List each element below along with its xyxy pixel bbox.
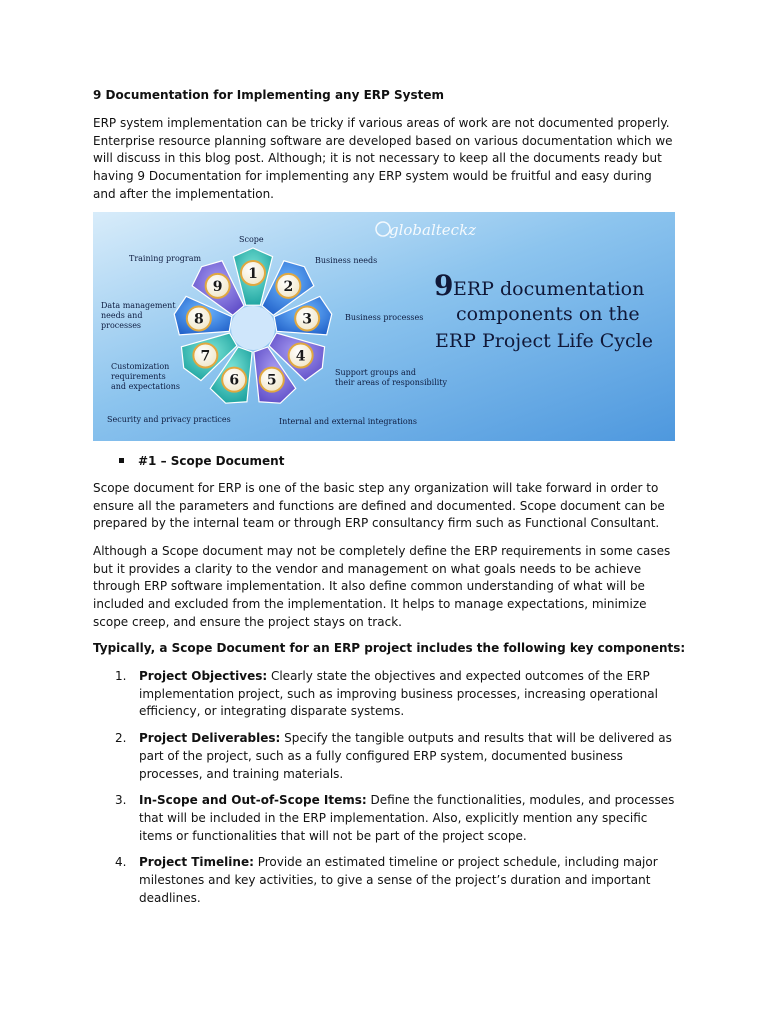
list-item: 4. Project Timeline: Provide an estimated timeline or project schedule, including major milestones and key activities, to give a sense of the project’s duration and important deadlines. xyxy=(115,855,658,905)
bullet-square-icon xyxy=(119,458,124,463)
headline-line-2: components on the xyxy=(456,303,640,325)
components-list xyxy=(93,668,675,916)
petal-number-text: 8 xyxy=(193,311,204,328)
brand-logo xyxy=(376,221,476,239)
label-training: Training program xyxy=(129,254,202,263)
erp-documentation-infographic xyxy=(93,212,675,441)
petal-number-text: 2 xyxy=(283,278,294,295)
bullet-scope-document xyxy=(119,454,284,468)
components-lead: Typically, a Scope Document for an ERP project includes the following key components: xyxy=(93,641,686,655)
infographic-svg xyxy=(93,212,675,441)
ring-center xyxy=(231,306,275,350)
list-item: 1. Project Objectives: Clearly state the objectives and expected outcomes of the ERP implementation project, such as improving business processes, increasing operational efficiency, or integrating disparate systems. xyxy=(115,669,658,719)
label-customization-2: requirements xyxy=(111,372,166,381)
label-data-management-3: processes xyxy=(101,321,142,330)
label-business-processes: Business processes xyxy=(345,313,424,322)
petal-number-text: 9 xyxy=(212,278,223,295)
headline-line-3: ERP Project Life Cycle xyxy=(435,330,653,352)
petal-number-text: 3 xyxy=(302,311,313,328)
headline-line-1: ERP documentation xyxy=(453,278,645,300)
petal-number-text: 6 xyxy=(229,372,240,389)
label-security: Security and privacy practices xyxy=(107,415,231,424)
petal-number-text: 7 xyxy=(200,348,211,365)
bullet-text: #1 – Scope Document xyxy=(138,454,285,468)
label-support-groups-1: Support groups and xyxy=(335,368,416,377)
list-item: 2. Project Deliverables: Specify the tangible outputs and results that will be delivered as part of the project, such as a fully configured ERP system, documented business processes, and training materials. xyxy=(115,731,672,781)
list-item: 3. In-Scope and Out-of-Scope Items: Define the functionalities, modules, and processes that will be included in the ERP implementation. Also, explicitly mention any specific items or functionalities that will not be part of the project scope. xyxy=(115,793,675,843)
label-business-needs: Business needs xyxy=(315,256,378,265)
petal-number-text: 5 xyxy=(266,372,277,389)
intro-paragraph: ERP system implementation can be tricky if various areas of work are not documented properly. Enterprise resource planning software are developed based on various documentation which we will discuss in this blog post. Although; it is not necessary to keep all the documents ready but having 9 Documentation for implementing any ERP system would be fruitful and easy during and after the implementation. xyxy=(93,116,673,201)
scope-paragraph-2: Although a Scope document may not be completely define the ERP requirements in some cases but it provides a clarity to the vendor and management on what goals needs to be achieve through ERP software implementation. It also define common understanding of what will be included and excluded from the implementation. It helps to manage expectations, minimize scope creep, and ensure the project stays on track. xyxy=(93,544,671,629)
petal-number-text: 4 xyxy=(295,348,306,365)
label-integrations: Internal and external integrations xyxy=(279,417,417,426)
headline-number: 9 xyxy=(434,269,454,302)
label-data-management-1: Data management xyxy=(101,301,176,310)
label-customization-3: and expectations xyxy=(111,382,180,391)
label-support-groups-2: their areas of responsibility xyxy=(335,378,448,387)
petal-number-text: 1 xyxy=(248,266,258,282)
label-customization-1: Customization xyxy=(111,362,170,371)
label-data-management-2: needs and xyxy=(101,311,143,320)
scope-paragraph-1: Scope document for ERP is one of the basic step any organization will take forward in order to ensure all the parameters and functions are defined and documented. Scope document can be prepared by the internal team or through ERP consultancy firm such as Functional Consultant. xyxy=(93,481,665,531)
brand-text: globalteckz xyxy=(389,221,477,239)
infographic-headline xyxy=(434,269,653,352)
label-scope: Scope xyxy=(239,235,264,244)
petal-ring xyxy=(174,248,332,403)
document-title: 9 Documentation for Implementing any ERP System xyxy=(93,88,444,102)
